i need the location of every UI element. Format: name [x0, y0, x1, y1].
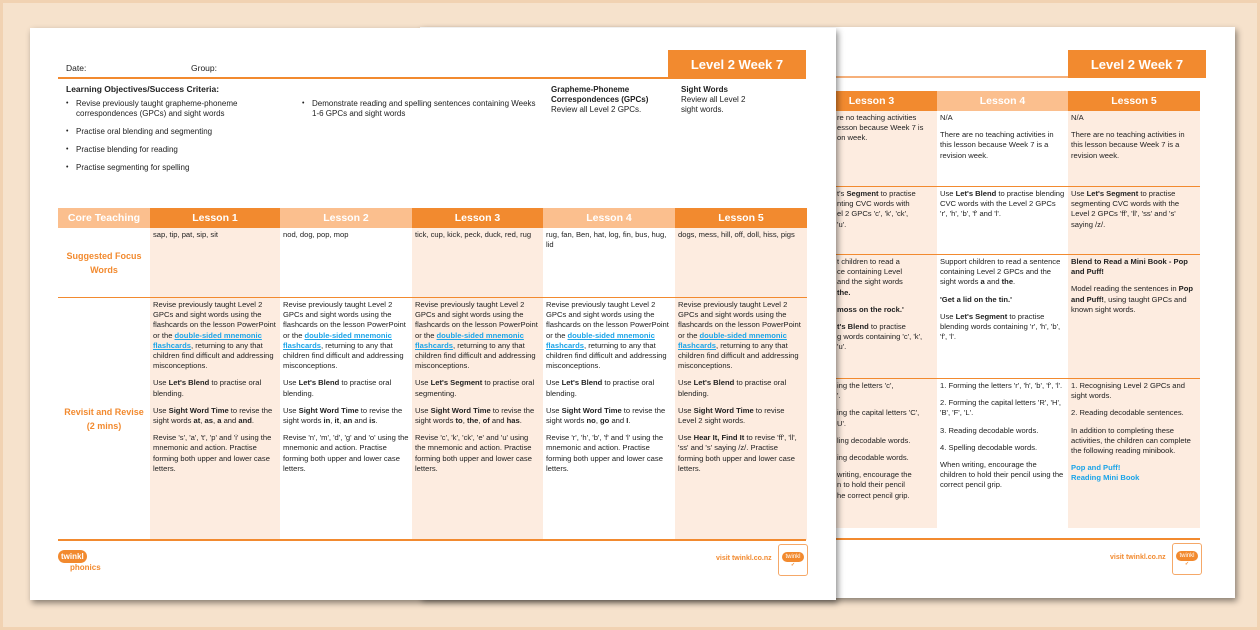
text: , [462, 416, 467, 426]
text: , [212, 416, 218, 426]
text: re no teaching activities esson because Week 7 is on week. [837, 113, 924, 143]
text: , [478, 416, 483, 426]
logo-cloud: twinkl [58, 550, 87, 563]
lesson-5-row-2 [1068, 186, 1200, 254]
cell-paragraph [415, 406, 540, 426]
lesson-4-row-3 [937, 254, 1068, 378]
text: Revise previously taught Level 2 GPCs and sight words using the flashcards on the lesson PowerPoint or the [153, 300, 276, 340]
cell-paragraph [1071, 257, 1197, 277]
bold-text: no [586, 416, 596, 426]
text: Use [415, 405, 431, 415]
text: , returning to any that children find difficult and addressing misconceptions. [283, 340, 404, 371]
text: t children to read a ce containing Level and the sight words [837, 257, 903, 287]
text: Revise previously taught Level 2 GPCs and sight words using the flashcards on the lesson PowerPoint or the [546, 300, 669, 340]
cell-paragraph [940, 398, 1065, 418]
text: 4. Spelling decodable words. [940, 442, 1038, 452]
bold-text: Let's Blend [693, 378, 735, 388]
revisit-cell-lesson-5 [675, 297, 807, 540]
flashcards-link[interactable]: double-sided mnemonic flashcards [153, 330, 262, 350]
objective-item: • Practise blending for reading [66, 145, 266, 155]
cell-paragraph [837, 257, 934, 298]
bold-text: Pop and Puff! [1071, 284, 1193, 304]
bold-text: 'Get a lid on the tin.' [940, 294, 1012, 304]
row-label-focus-words: Suggested Focus Words [66, 250, 142, 275]
cell-paragraph [153, 378, 277, 398]
cell-paragraph [546, 433, 672, 474]
lesson-header-5: Lesson 5 [1068, 91, 1200, 111]
bold-text: I [626, 416, 629, 426]
focus-words-cell: rug, fan, Ben, hat, log, fin, bus, hug, lid [546, 230, 667, 250]
text: . [1013, 277, 1016, 287]
text: to practise oral blending. [678, 378, 787, 398]
bold-text: t's Blend [837, 322, 869, 332]
cell-paragraph [940, 113, 1065, 123]
lesson-4-row-4 [937, 378, 1068, 528]
bold-text: Segment [846, 189, 879, 198]
cell-paragraph [940, 426, 1065, 436]
level-week-badge: Level 2 Week 7 [1068, 50, 1206, 78]
bold-text: an [343, 416, 353, 426]
cell-paragraph [1071, 189, 1197, 230]
cell-paragraph [837, 436, 934, 446]
text: , returning to any that children find difficult and addressing misconceptions. [678, 340, 799, 371]
lesson-header-2: Lesson 2 [280, 208, 412, 228]
text: to revise Level 2 sight words. [678, 405, 785, 426]
bold-text: Sight Word Time [561, 405, 622, 415]
sight-words-section [681, 85, 761, 115]
text: t's [837, 189, 847, 198]
text: 1. Forming the letters 'r', 'h', 'b', 'f', 'l'. [940, 381, 1063, 390]
text: Use [153, 378, 169, 388]
text: Use [940, 189, 956, 198]
bold-text: moss on the rock.' [837, 304, 904, 314]
flashcards-link[interactable]: double-sided mnemonic flashcards [415, 330, 524, 350]
text: ling decodable words. [837, 435, 911, 445]
objective-item: • Revise previously taught grapheme-phoneme correspondences (GPCs) and sight words [66, 99, 266, 119]
cell-paragraph [678, 433, 804, 474]
text: There are no teaching activities in this lesson because Week 7 is a revision week. [1071, 130, 1185, 160]
bold-text: a [980, 277, 985, 287]
text: ing the capital letters 'C', U'. [837, 408, 920, 428]
minibook-link[interactable]: Pop and Puff! Reading Mini Book [1071, 463, 1140, 483]
text: to revise the sight words [546, 405, 666, 426]
lesson-header-3: Lesson 3 [806, 91, 937, 111]
cell-paragraph [678, 300, 804, 371]
text: to practise oral blending. [153, 378, 262, 398]
lesson-5-row-3 [1068, 254, 1200, 378]
cell-paragraph [940, 189, 1065, 220]
cell-paragraph [1071, 130, 1197, 161]
bold-text: has [506, 416, 520, 426]
text: . [519, 416, 522, 426]
bold-text: of [482, 416, 490, 426]
text: Use [283, 405, 299, 415]
footer-divider [58, 539, 806, 541]
revisit-cell-lesson-1 [150, 297, 280, 540]
text: When writing, encourage the children to hold their pencil using the correct pencil grip. [940, 460, 1064, 490]
bold-text: Sight Word Time [168, 405, 229, 415]
cell-paragraph [940, 257, 1065, 288]
revisit-cell-lesson-2 [280, 297, 412, 540]
lesson-table-continued [806, 91, 1200, 528]
cell-paragraph [837, 453, 934, 463]
objective-item: • Demonstrate reading and spelling sentences containing Weeks 1-6 GPCs and sight words [302, 99, 542, 119]
bold-text: Let's Blend [561, 378, 603, 388]
bold-text: Sight Word Time [298, 405, 359, 415]
bold-text: Hear It, Find It [693, 433, 745, 443]
twinkl-phonics-logo [58, 546, 101, 572]
cell-paragraph [1071, 284, 1197, 315]
text: ing the letters 'c', '. [837, 381, 894, 401]
row-label-revisit-revise: Revisit and Revise (2 mins) [58, 297, 150, 540]
text: Use [283, 378, 299, 388]
focus-words-cell: nod, dog, pop, mop [283, 230, 349, 239]
cell-paragraph [678, 378, 804, 398]
cell-paragraph [940, 443, 1065, 453]
text: , returning to any that children find difficult and addressing misconceptions. [546, 340, 667, 371]
lesson-5-row-4 [1068, 378, 1200, 528]
bold-text: go [600, 416, 610, 426]
text: to practise blending words containing 'r', 'h', 'b', 'f', 'l'. [940, 311, 1061, 342]
lesson-header-5: Lesson 5 [675, 208, 807, 228]
objectives-title: Learning Objectives/Success Criteria: [66, 84, 220, 94]
text: Revise 'c', 'k', 'ck', 'e' and 'u' using the mnemonic and action. Practise forming both upper and lower case letters. [415, 433, 532, 473]
cell-paragraph [415, 378, 540, 398]
text: Use [940, 311, 956, 321]
text: Revise 'r', 'h', 'b', 'f' and 'l' using the mnemonic and action. Practise forming both upper and lower case letters. [546, 433, 664, 473]
text: , [200, 416, 205, 426]
level-week-badge: Level 2 Week 7 [668, 50, 806, 78]
bold-text: Let's Segment [955, 311, 1008, 321]
cell-paragraph [678, 406, 804, 426]
text: N/A [940, 113, 953, 122]
text: 1. Recognising Level 2 GPCs and sight words. [1071, 381, 1185, 401]
text: Use [678, 433, 694, 443]
cell-paragraph [1071, 408, 1197, 418]
text: to practise g words containing 'c', 'k', 'u'. [837, 322, 923, 352]
cell-paragraph [1071, 113, 1197, 123]
cell-paragraph [837, 408, 934, 428]
text: to practise segmenting CVC words with the Level 2 GPCs 'ff', 'll', 'ss' and 's' saying /z/. [1071, 189, 1180, 229]
text: to revise the sight words [153, 405, 273, 426]
text: ing decodable words. [837, 453, 909, 463]
text: Use [678, 378, 694, 388]
bold-text: Let's Blend [168, 378, 210, 388]
cell-paragraph [546, 378, 672, 398]
text: Use [1071, 189, 1087, 198]
text: 3. Reading decodable words. [940, 425, 1039, 435]
text: and [609, 416, 627, 426]
gpc-section [551, 85, 661, 115]
cell-paragraph [283, 378, 409, 398]
text: , [339, 416, 344, 426]
bold-text: Sight Word Time [430, 405, 491, 415]
text: and [489, 416, 507, 426]
bold-text: the. [837, 287, 851, 297]
logo-sub: phonics [70, 563, 101, 572]
text: to revise 'ff', 'll', 'ss' and 's' saying /z/. Practise forming both upper and lower case letters. [678, 433, 797, 473]
cell-paragraph [546, 300, 672, 371]
text: Revise previously taught Level 2 GPCs and sight words using the flashcards on the lesson PowerPoint or the [283, 300, 406, 340]
gpc-text: Review all Level 2 GPCs. [551, 105, 642, 114]
text: Revise previously taught Level 2 GPCs and sight words using the flashcards on the lesson PowerPoint or the [415, 300, 538, 340]
text: Use [546, 378, 562, 388]
text: Use [546, 405, 562, 415]
text: N/A [1071, 113, 1084, 122]
cell-paragraph [837, 470, 934, 501]
flashcards-link[interactable]: double-sided mnemonic flashcards [678, 330, 787, 350]
flashcards-link[interactable]: double-sided mnemonic flashcards [546, 330, 655, 350]
bold-text: a [217, 416, 222, 426]
text: to practise blending CVC words with the Level 2 GPCs 'r', 'h', 'b', 'f' and 'l'. [940, 189, 1065, 219]
cell-paragraph [837, 381, 934, 401]
cell-paragraph [1071, 381, 1197, 401]
lesson-table [58, 208, 807, 540]
core-teaching-header: Core Teaching [58, 208, 150, 228]
bold-text: Let's Segment [1086, 189, 1139, 198]
text: to revise the sight words [415, 405, 535, 426]
text: and [221, 416, 239, 426]
bold-text: to [455, 416, 463, 426]
sight-words-text: Review all Level 2 sight words. [681, 95, 746, 114]
bold-text: it [334, 416, 340, 426]
text: There are no teaching activities in this lesson because Week 7 is a revision week. [940, 130, 1054, 160]
cell-paragraph [940, 295, 1065, 305]
sight-words-title: Sight Words [681, 85, 728, 94]
focus-words-cell: tick, cup, kick, peck, duck, red, rug [412, 228, 543, 297]
cell-paragraph [283, 406, 409, 426]
cell-paragraph [153, 433, 277, 474]
text: , returning to any that children find difficult and addressing misconceptions. [153, 340, 274, 371]
quality-seal: twinkl ✓ [1172, 543, 1202, 575]
bold-text: Let's Blend [955, 189, 997, 198]
cell-paragraph [415, 300, 540, 371]
group-label: Group: [191, 63, 217, 73]
website-link[interactable]: visit twinkl.co.nz [1110, 554, 1166, 561]
seal-logo: twinkl [1176, 551, 1197, 561]
cell-paragraph [1071, 463, 1197, 483]
text: writing, encourage the n to hold their pencil he correct pencil grip. [837, 470, 912, 500]
quality-seal: twinkl ✓ [778, 544, 808, 576]
bold-text: in [323, 416, 331, 426]
cell-paragraph [153, 406, 277, 426]
text: , returning to any that children find difficult and addressing misconceptions. [415, 340, 536, 371]
lesson-5-row-1 [1068, 111, 1200, 186]
text: In addition to completing these activities, the children can complete the following reading minibook. [1071, 425, 1191, 456]
bold-text: the [466, 416, 479, 426]
cell-paragraph [837, 305, 934, 315]
cell-paragraph [283, 433, 409, 474]
bold-text: as [204, 416, 213, 426]
text: Support children to read a sentence containing Level 2 GPCs and the sight words [940, 257, 1061, 287]
text: Use [678, 405, 694, 415]
text: and [984, 277, 1002, 287]
lesson-4-row-1 [937, 111, 1068, 186]
text: , [330, 416, 335, 426]
bold-text: and [238, 416, 252, 426]
text: to practise nting CVC words with el 2 GPCs 'c', 'k', 'ck', 'u'. [837, 189, 916, 229]
cell-paragraph [940, 460, 1065, 491]
bold-text: at [193, 416, 201, 426]
cell-paragraph [415, 433, 540, 474]
bold-text: Let's Segment [430, 378, 483, 388]
revisit-cell-lesson-3 [412, 297, 543, 540]
text: 2. Forming the capital letters 'R', 'H', 'B', 'F', 'L'. [940, 398, 1062, 418]
seal-logo: twinkl [782, 552, 803, 562]
website-link[interactable]: visit twinkl.co.nz [716, 555, 772, 562]
text: to practise oral blending. [283, 378, 392, 398]
text: and [352, 416, 370, 426]
text: Revise previously taught Level 2 GPCs and sight words using the flashcards on the lesson PowerPoint or the [678, 300, 801, 340]
text: 2. Reading decodable sentences. [1071, 408, 1184, 418]
cell-paragraph [837, 189, 934, 230]
cell-paragraph [940, 130, 1065, 161]
text: . [628, 416, 631, 426]
objectives-list-2 [302, 99, 542, 127]
lesson-4-row-2 [937, 186, 1068, 254]
gpc-title: Grapheme-Phoneme Correspondences (GPCs) [551, 85, 649, 104]
cell-paragraph [940, 312, 1065, 343]
objective-item: • Practise oral blending and segmenting [66, 127, 266, 137]
text: , using taught GPCs and known sight words. [1071, 294, 1187, 314]
text: to practise oral blending. [546, 378, 655, 398]
text: Model reading the sentences in [1071, 284, 1179, 294]
objective-item: • Practise segmenting for spelling [66, 163, 266, 173]
bold-text: Let's Blend [298, 378, 340, 388]
lesson-header-4: Lesson 4 [543, 208, 675, 228]
bold-text: Blend to Read a Mini Book - Pop and Puff! [1071, 257, 1188, 277]
bold-text: is [369, 416, 376, 426]
page-1 [30, 28, 836, 600]
bold-text: the [1001, 277, 1014, 287]
cell-paragraph [837, 322, 934, 353]
text: Revise 'n', 'm', 'd', 'g' and 'o' using the mnemonic and action. Practise forming both upper and lower case letters. [283, 433, 409, 473]
bold-text: Sight Word Time [693, 405, 754, 415]
objectives-list [66, 99, 266, 181]
lesson-header-1: Lesson 1 [150, 208, 280, 228]
focus-words-cell: dogs, mess, hill, off, doll, hiss, pigs [675, 228, 807, 297]
date-label: Date: [66, 63, 87, 73]
flashcards-link[interactable]: double-sided mnemonic flashcards [283, 330, 392, 350]
text: . [375, 416, 378, 426]
text: Use [153, 405, 169, 415]
focus-words-cell: sap, tip, pat, sip, sit [150, 228, 280, 297]
cell-paragraph [283, 300, 409, 371]
lesson-header-3: Lesson 3 [412, 208, 543, 228]
text: to practise oral segmenting. [415, 378, 535, 398]
cell-paragraph [546, 406, 672, 426]
revisit-cell-lesson-4 [543, 297, 675, 540]
text: to revise the sight words [283, 405, 403, 426]
cell-paragraph [940, 381, 1065, 391]
text: . [251, 416, 254, 426]
cell-paragraph [153, 300, 277, 371]
text: , [595, 416, 601, 426]
cell-paragraph [1071, 426, 1197, 457]
cell-paragraph [837, 113, 934, 144]
text: Revise 's', 'a', 't', 'p' and 'i' using the mnemonic and action. Practise forming both upper and lower case letters. [153, 433, 272, 473]
text: Use [415, 378, 431, 388]
header-divider [58, 77, 806, 79]
lesson-header-4: Lesson 4 [937, 91, 1068, 111]
